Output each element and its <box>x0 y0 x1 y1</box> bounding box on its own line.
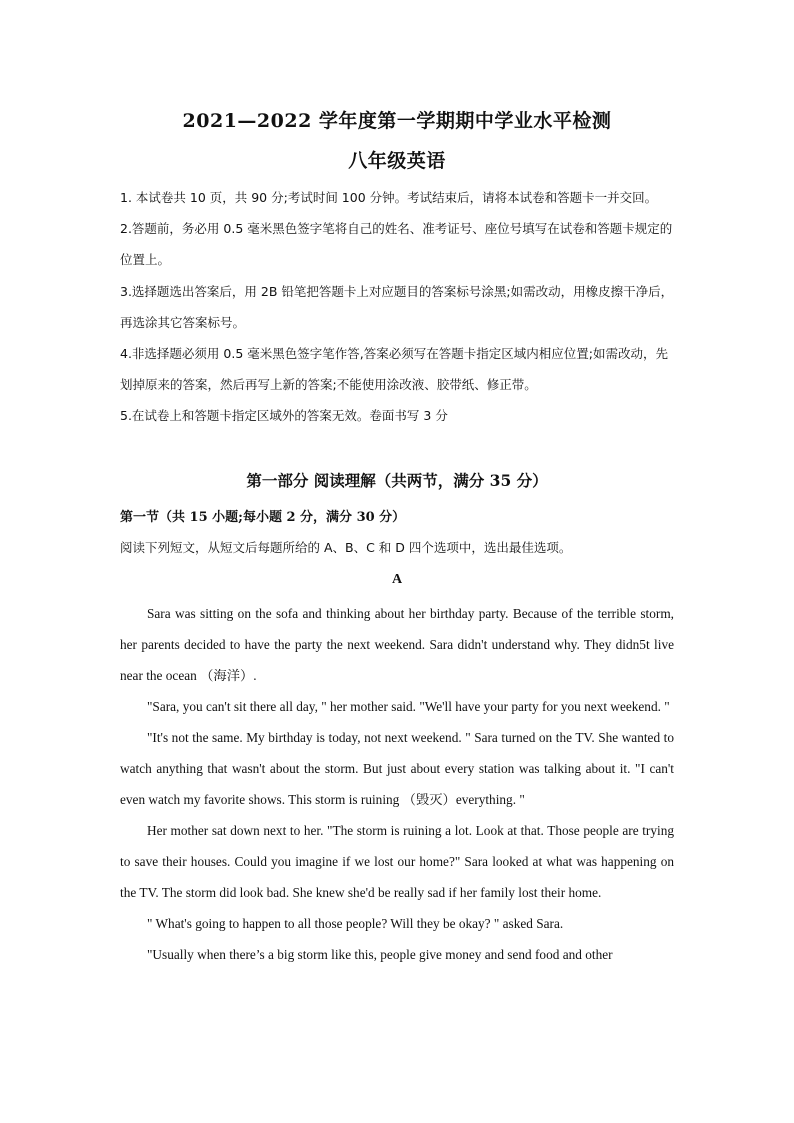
passage-paragraph: " What's going to happen to all those people? Will they be okay? " asked Sara. <box>147 916 564 931</box>
part-heading: 第一部分 阅读理解（共两节，满分 35 分） <box>246 471 548 490</box>
passage-paragraph: "It's not the same. My birthday is today, not next weekend. " Sara turned on the TV. She wanted to watch anything that wasn't about the storm. But just about every station was talking about it. "I can't even watch my favorite shows. This storm is ruining （毁灭）everything. " <box>120 730 674 807</box>
passage-label: A <box>391 572 403 587</box>
note-2: 2.答题前，务必用 0.5 毫米黑色签字笔将自己的姓名、准考证号、座位号填写在试卷和答题卡规定的位置上。 <box>120 221 673 268</box>
note-1: 1. 本试卷共 10 页，共 90 分;考试时间 100 分钟。考试结束后，请将本试卷和答题卡一并交回。 <box>120 190 658 205</box>
reading-instruction: 阅读下列短文，从短文后每题所给的 A、B、C 和 D 四个选项中，选出最佳选项。 <box>120 540 572 555</box>
exam-notes <box>120 182 676 432</box>
passage-paragraph: "Sara, you can't sit there all day, " her mother said. "We'll have your party for you next weekend. " <box>147 699 670 714</box>
exam-title: 2021—2022 学年度第一学期期中学业水平检测 <box>182 110 612 132</box>
note-3: 3.选择题选出答案后，用 2B 铅笔把答题卡上对应题目的答案标号涂黑;如需改动，用橡皮擦干净后，再选涂其它答案标号。 <box>120 283 674 330</box>
passage-paragraph: "Usually when there’s a big storm like this, people give money and send food and other <box>147 947 613 962</box>
passage-paragraph: Her mother sat down next to her. "The storm is ruining a lot. Look at that. Those people are trying to save their houses. Could you imagine if we lost our home?" Sara looked at what was happening on the TV. The storm did look bad. She knew she'd be really sad if her family lost their home. <box>120 823 674 900</box>
exam-subtitle: 八年级英语 <box>348 150 446 172</box>
passage-paragraph: Sara was sitting on the sofa and thinking about her birthday party. Because of the terrible storm, her parents decided to have the party the next weekend. Sara didn't understand why. They didn5t live near the ocean （海洋）. <box>120 606 674 683</box>
section-heading: 第一节（共 15 小题;每小题 2 分，满分 30 分） <box>120 510 406 525</box>
note-4: 4.非选择题必须用 0.5 毫米黑色签字笔作答,答案必须写在答题卡指定区域内相应位置;如需改动，先划掉原来的答案，然后再写上新的答案;不能使用涂改液、胶带纸、修正带。 <box>120 346 668 393</box>
note-5: 5.在试卷上和答题卡指定区域外的答案无效。卷面书写 3 分 <box>120 408 448 424</box>
reading-passage <box>120 598 674 970</box>
